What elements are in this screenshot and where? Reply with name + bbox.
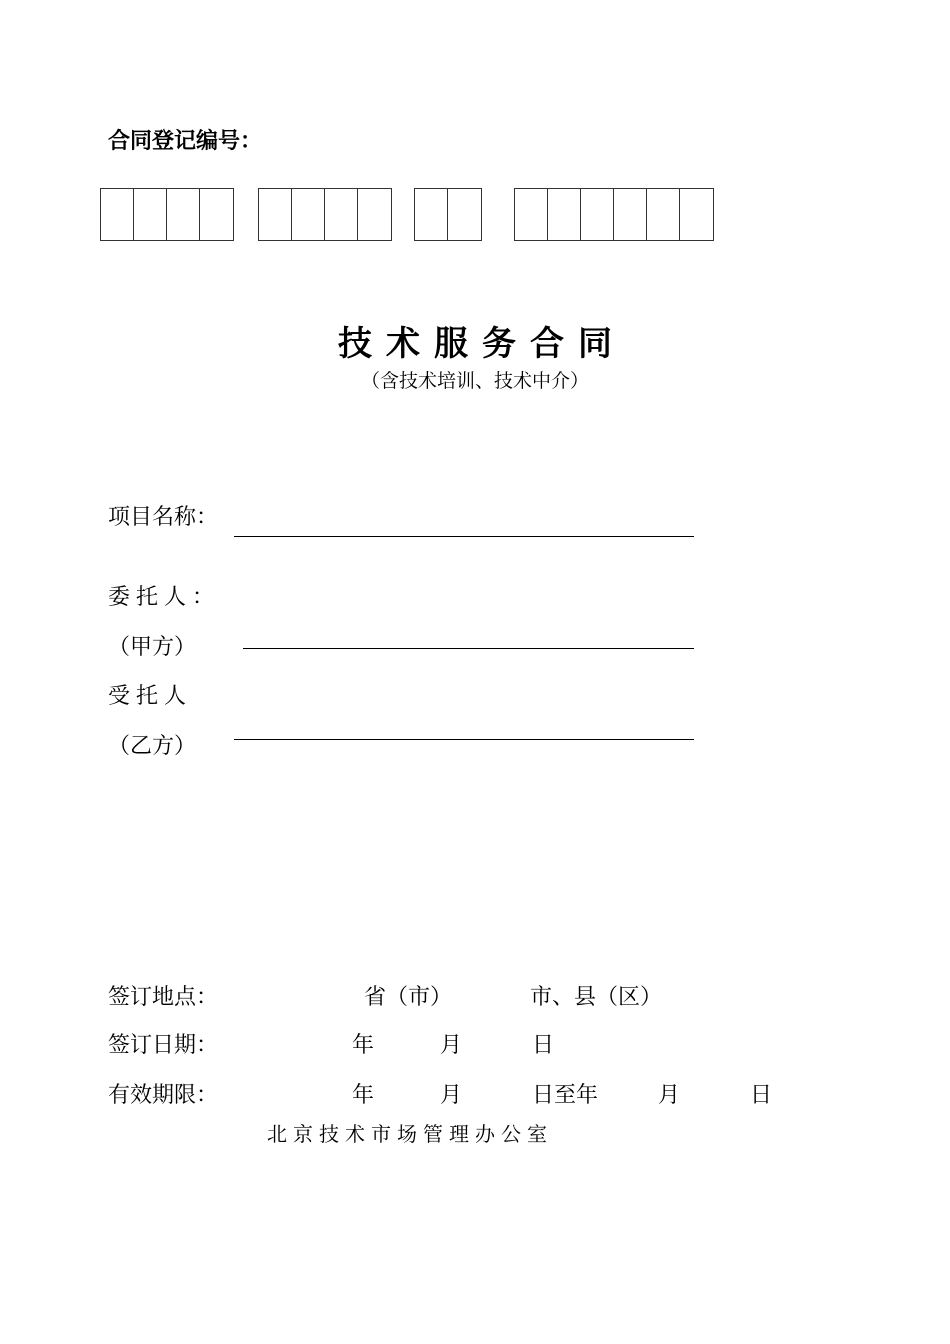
registration-box-group-3	[414, 188, 482, 241]
registration-box[interactable]	[325, 189, 358, 240]
registration-box-group-4	[514, 188, 714, 241]
date-day-label: 日	[532, 1033, 555, 1058]
registration-box[interactable]	[167, 189, 200, 240]
registration-box-group-1	[100, 188, 234, 241]
party-a-label: （甲方）	[108, 635, 197, 660]
issuing-office: 北京技术市场管理办公室	[267, 1122, 553, 1146]
contract-subtitle: （含技术培训、技术中介）	[360, 370, 589, 392]
registration-box[interactable]	[134, 189, 167, 240]
validity-end-day-label: 日	[750, 1083, 773, 1108]
date-year-label: 年	[352, 1033, 375, 1058]
client-label: 委托人：	[108, 585, 221, 610]
validity-end-month-label: 月	[658, 1083, 681, 1108]
registration-box[interactable]	[448, 189, 481, 240]
registration-box[interactable]	[581, 189, 614, 240]
contract-title: 技术服务合同	[338, 324, 626, 364]
registration-box[interactable]	[680, 189, 713, 240]
signing-place-label: 签订地点：	[108, 985, 219, 1010]
party-a-field[interactable]	[243, 648, 694, 649]
registration-box[interactable]	[101, 189, 134, 240]
validity-label: 有效期限：	[108, 1083, 219, 1108]
validity-day-to-year-label: 日至年	[532, 1083, 599, 1108]
registration-box-group-2	[258, 188, 392, 241]
date-month-label: 月	[440, 1033, 463, 1058]
trustee-label: 受托人	[108, 684, 193, 709]
party-b-field[interactable]	[234, 739, 694, 740]
province-label: 省（市）	[364, 985, 453, 1010]
validity-month-label: 月	[440, 1083, 463, 1108]
registration-label: 合同登记编号：	[108, 129, 263, 154]
registration-box[interactable]	[292, 189, 325, 240]
validity-year-label: 年	[352, 1083, 375, 1108]
registration-box[interactable]	[415, 189, 448, 240]
party-b-label: （乙方）	[108, 734, 197, 759]
registration-box[interactable]	[358, 189, 391, 240]
registration-box[interactable]	[548, 189, 581, 240]
project-name-label: 项目名称：	[108, 505, 219, 530]
project-name-field[interactable]	[234, 536, 694, 537]
registration-box[interactable]	[614, 189, 647, 240]
registration-box[interactable]	[647, 189, 680, 240]
signing-date-label: 签订日期：	[108, 1033, 219, 1058]
registration-box[interactable]	[515, 189, 548, 240]
city-county-label: 市、县（区）	[530, 985, 663, 1010]
registration-box[interactable]	[259, 189, 292, 240]
registration-box[interactable]	[200, 189, 233, 240]
